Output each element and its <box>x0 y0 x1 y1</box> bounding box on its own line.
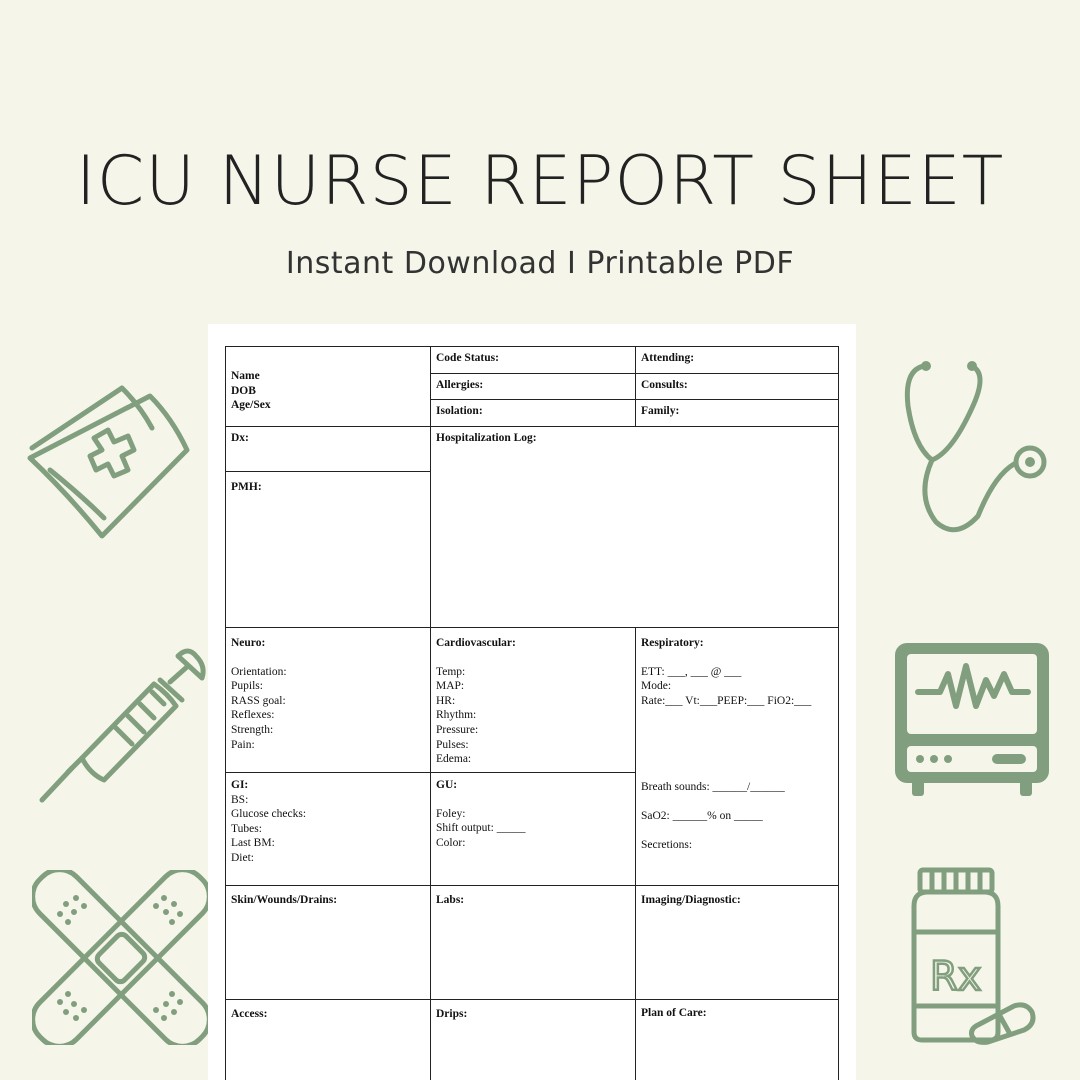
gi-line: Last BM: <box>231 837 275 850</box>
cardiovascular-label: Cardiovascular: <box>436 637 516 649</box>
neuro-line: RASS goal: <box>231 694 286 707</box>
resp-line: Rate:___ Vt:___PEEP:___ FiO2:___ <box>641 694 812 707</box>
cardio-line: Rhythm: <box>436 709 477 722</box>
family-label: Family: <box>641 405 680 417</box>
rx-text: Rx <box>930 954 982 1000</box>
skin-wounds-drains-label: Skin/Wounds/Drains: <box>231 894 338 906</box>
cardiovascular-cell[interactable] <box>430 627 636 773</box>
allergies-cell[interactable] <box>430 373 636 400</box>
respiratory-cell[interactable] <box>635 627 839 886</box>
hospitalization-log-cell[interactable] <box>430 426 839 628</box>
syringe-icon <box>36 632 211 807</box>
dx-label: Dx: <box>231 432 249 444</box>
cardio-line: Edema: <box>436 753 472 766</box>
access-label: Access: <box>231 1008 268 1020</box>
neuro-label: Neuro: <box>231 637 266 649</box>
gi-label: GI: <box>231 779 249 791</box>
consults-cell[interactable] <box>635 373 839 400</box>
isolation-label: Isolation: <box>436 405 483 417</box>
respiratory-label: Respiratory: <box>641 637 704 649</box>
imaging-diagnostic-cell[interactable] <box>635 885 839 1000</box>
family-cell[interactable] <box>635 399 839 427</box>
sao2-line: SaO2: ______% on _____ <box>641 809 763 822</box>
neuro-line: Pain: <box>231 738 255 751</box>
drips-cell[interactable] <box>430 999 636 1080</box>
gu-line: Shift output: _____ <box>436 822 526 835</box>
report-sheet <box>208 324 856 1080</box>
cardio-line: Pulses: <box>436 738 469 751</box>
cardio-line: HR: <box>436 694 456 707</box>
cardio-line: Temp: <box>436 665 466 678</box>
resp-line: Mode: <box>641 680 672 693</box>
dx-cell[interactable] <box>225 426 431 472</box>
age-sex-label: Age/Sex <box>231 399 271 412</box>
page-subtitle: Instant Download I Printable PDF <box>285 246 795 281</box>
cardio-line: MAP: <box>436 680 465 693</box>
neuro-line: Orientation: <box>231 665 287 678</box>
attending-cell[interactable] <box>635 346 839 374</box>
pmh-cell[interactable] <box>225 471 431 628</box>
code-status-cell[interactable] <box>430 346 636 374</box>
gi-line: Diet: <box>231 851 254 864</box>
page-title: ICU NURSE REPORT SHEET <box>75 142 1005 221</box>
skin-wounds-drains-cell[interactable] <box>225 885 431 1000</box>
plan-of-care-label: Plan of Care: <box>641 1007 707 1019</box>
labs-cell[interactable] <box>430 885 636 1000</box>
allergies-label: Allergies: <box>436 379 484 391</box>
breath-sounds-line: Breath sounds: ______/______ <box>641 781 785 794</box>
gi-line: Glucose checks: <box>231 808 307 821</box>
cardio-line: Pressure: <box>436 723 479 736</box>
access-cell[interactable] <box>225 999 431 1080</box>
neuro-cell[interactable] <box>225 627 431 773</box>
secretions-line: Secretions: <box>641 838 693 851</box>
drips-label: Drips: <box>436 1008 468 1020</box>
name-label: Name <box>231 370 260 382</box>
code-status-label: Code Status: <box>436 352 499 364</box>
dob-label: DOB <box>231 384 256 397</box>
gu-line: Color: <box>436 836 466 849</box>
gi-line: Tubes: <box>231 822 262 835</box>
gu-line: Foley: <box>436 807 466 820</box>
consults-label: Consults: <box>641 379 688 391</box>
isolation-cell[interactable] <box>430 399 636 427</box>
stethoscope-icon <box>896 356 1056 536</box>
heart-monitor-icon <box>892 640 1052 798</box>
pill-bottle-icon <box>902 866 1042 1046</box>
neuro-line: Strength: <box>231 723 274 736</box>
bandage-icon <box>32 870 210 1045</box>
gu-label: GU: <box>436 779 458 791</box>
neuro-line: Pupils: <box>231 680 263 693</box>
resp-line: ETT: ___, ___ @ ___ <box>641 665 742 678</box>
attending-label: Attending: <box>641 352 695 364</box>
gi-cell[interactable] <box>225 772 431 886</box>
plan-of-care-cell[interactable] <box>635 999 839 1080</box>
hospitalization-log-label: Hospitalization Log: <box>436 432 537 444</box>
gi-line: BS: <box>231 793 249 806</box>
nurse-cap-icon <box>22 378 197 543</box>
neuro-line: Reflexes: <box>231 709 275 722</box>
imaging-diagnostic-label: Imaging/Diagnostic: <box>641 894 741 906</box>
pmh-label: PMH: <box>231 481 262 493</box>
patient-info-cell[interactable] <box>225 346 431 427</box>
gu-cell[interactable] <box>430 772 636 886</box>
labs-label: Labs: <box>436 894 465 906</box>
